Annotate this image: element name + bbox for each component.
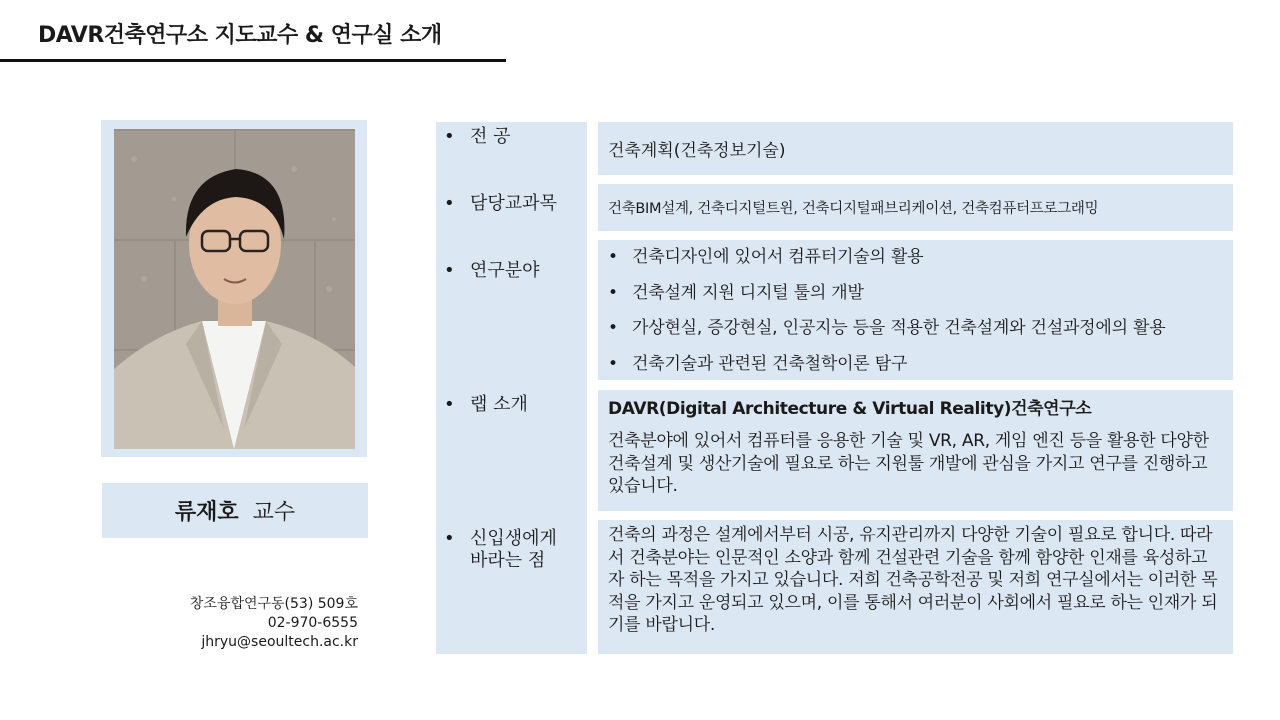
lab-name: DAVR(Digital Architecture & Virtual Reality)건축연구소 (608, 399, 1092, 419)
bullet-icon: • (444, 126, 455, 147)
message-text: 건축의 과정은 설계에서부터 시공, 유지관리까지 다양한 기술이 필요로 합니다. 따라서 건축분야는 인문적인 소양과 함께 건설관련 기술을 함께 함양한 인재를 육성하고자 하는 목적을 가지고 있습니다. 저희 건축공학전공 및 저희 연구실에서는 이러한 목적을 가지고 운영되고 있으며, 이를 통해서 여러분이 사회에서 필요로 하는 인재가 되기를 바랍니다. (608, 525, 1218, 635)
title-underline (0, 59, 506, 62)
message-box (598, 520, 1233, 654)
bullet-icon: • (608, 282, 618, 303)
bullet-icon: • (444, 528, 455, 549)
lab-description: 건축분야에 있어서 컴퓨터를 응용한 기술 및 VR, AR, 게임 엔진 등을 활용한 다양한 건축설계 및 생산기술에 필요로 하는 지원툴 개발에 관심을 가지고 연구를 진행하고 있습니다. (608, 431, 1209, 496)
professor-name-card (102, 483, 368, 538)
bullet-icon: • (608, 318, 618, 338)
bullet-icon: • (444, 193, 455, 214)
bullet-icon: • (608, 247, 618, 267)
phone-number: 02-970-6555 (267, 615, 358, 631)
courses-text: 건축BIM설계, 건축디지털트윈, 건축디지털패브리케이션, 건축컴퓨터프로그래밍 (608, 201, 1099, 217)
professor-rank: 교수 (252, 500, 296, 525)
section-label-column: • 전 공 • 담당교과목 • 연구분야 • 랩 소개 • 신입생에게 바라는 점 (436, 122, 587, 654)
major-box (598, 122, 1233, 175)
bullet-icon: • (444, 394, 455, 415)
office-location: 창조융합연구동(53) 509호 (189, 596, 358, 612)
page-title: DAVR건축연구소 지도교수 & 연구실 소개 (38, 23, 442, 48)
lab-box (598, 390, 1233, 511)
photo-frame (101, 120, 367, 457)
courses-box (598, 184, 1233, 231)
bullet-icon: • (444, 260, 455, 281)
portrait-illustration (114, 129, 355, 449)
contact-info (190, 595, 358, 652)
email-address[interactable]: jhryu@seoultech.ac.kr (201, 634, 358, 650)
professor-name: 류재호 (174, 500, 239, 525)
professor-photo (114, 129, 355, 449)
research-box: • 건축디자인에 있어서 컴퓨터기술의 활용 • 건축설계 지원 디지털 툴의 개발 • 가상현실, 증강현실, 인공지능 등을 적용한 건축설계와 건설과정에의 활용 • 건축기술과 관련된 건축철학이론 탐구 (598, 240, 1233, 380)
bullet-icon: • (608, 353, 618, 374)
major-text: 건축계획(건축정보기술) (608, 141, 786, 161)
